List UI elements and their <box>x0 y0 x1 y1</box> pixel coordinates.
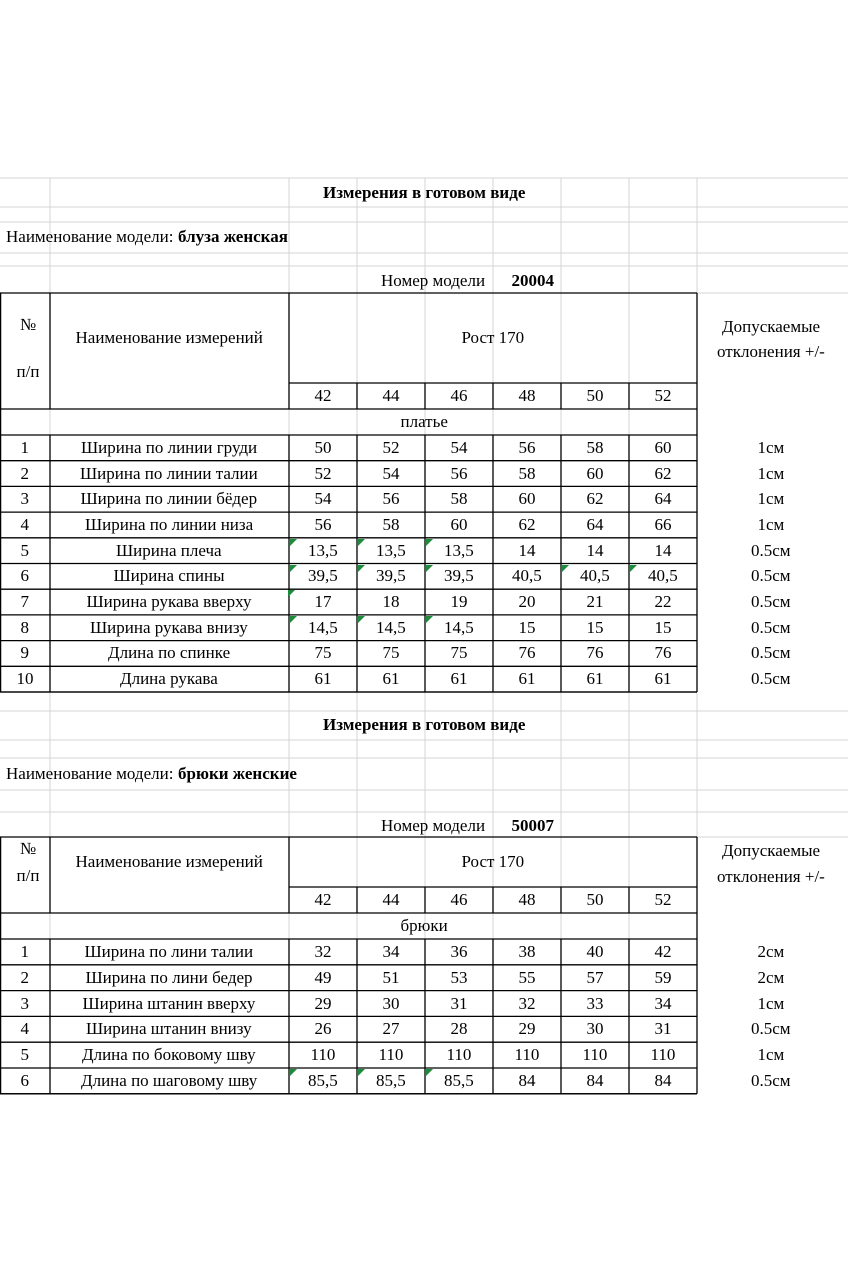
measurement-value: 110 <box>650 1045 676 1065</box>
tolerance-value: 0.5см <box>751 1019 791 1039</box>
size-header: 46 <box>450 386 468 405</box>
measurement-value: 27 <box>382 1019 400 1039</box>
size-header: 44 <box>382 386 400 405</box>
measurement-name: Ширина по линии низа <box>85 514 254 534</box>
measurement-value: 29 <box>518 1019 536 1039</box>
tolerance-value: 0.5см <box>751 643 791 663</box>
measurement-name: Ширина штанин вверху <box>82 993 256 1013</box>
measurement-value: 76 <box>518 643 536 663</box>
measurement-name: Ширина рукава внизу <box>90 617 248 637</box>
measurement-value: 56 <box>314 514 332 534</box>
measurement-value: 40 <box>586 941 604 961</box>
measurement-value: 39,5 <box>308 566 338 586</box>
measurement-value: 64 <box>654 489 672 509</box>
size-header: 48 <box>518 890 536 909</box>
tolerance-value: 1см <box>757 1045 785 1065</box>
measurement-name: Ширина по лини талии <box>84 941 254 961</box>
column-header-number: п/п <box>16 866 40 885</box>
measurement-value: 85,5 <box>376 1070 406 1090</box>
measurement-name: Длина рукава <box>120 669 218 689</box>
row-number: 1 <box>20 941 29 961</box>
measurement-value: 52 <box>382 437 400 457</box>
row-number: 3 <box>20 489 29 509</box>
measurement-value: 14,5 <box>444 617 474 637</box>
measurement-value: 110 <box>582 1045 608 1065</box>
measurement-value: 40,5 <box>580 566 610 586</box>
measurement-value: 60 <box>654 437 672 457</box>
tolerance-value: 1см <box>757 514 785 534</box>
measurement-value: 36 <box>450 941 468 961</box>
row-number: 5 <box>20 540 29 560</box>
measurement-name: Ширина штанин внизу <box>86 1019 252 1039</box>
measurement-value: 61 <box>314 669 332 689</box>
column-header-number: п/п <box>16 362 40 381</box>
size-header: 52 <box>654 386 672 405</box>
measurement-value: 29 <box>314 993 332 1013</box>
size-header: 44 <box>382 890 400 909</box>
row-number: 4 <box>20 1019 29 1039</box>
row-number: 6 <box>20 1070 29 1090</box>
measurement-value: 13,5 <box>444 540 474 560</box>
measurement-value: 76 <box>586 643 604 663</box>
measurement-value: 85,5 <box>444 1070 474 1090</box>
measurement-value: 51 <box>382 967 400 987</box>
tolerance-value: 0.5см <box>751 669 791 689</box>
tolerance-value: 0.5см <box>751 592 791 612</box>
column-header-number: № <box>20 839 37 858</box>
cell-comment-marker <box>288 590 295 597</box>
measurement-value: 49 <box>314 967 332 987</box>
measurement-value: 22 <box>654 592 672 612</box>
measurement-value: 61 <box>654 669 672 689</box>
measurement-value: 17 <box>314 592 332 612</box>
measurement-value: 32 <box>518 993 536 1013</box>
row-number: 9 <box>20 643 29 663</box>
row-number: 8 <box>20 617 29 637</box>
cell-comment-marker <box>358 565 365 572</box>
cell-comment-marker <box>562 565 569 572</box>
section-label: брюки <box>400 916 448 935</box>
measurement-name: Ширина по линии груди <box>81 437 258 457</box>
measurement-value: 21 <box>586 592 604 612</box>
model-name-label: Наименование модели: <box>6 227 174 246</box>
measurement-value: 62 <box>654 463 672 483</box>
model-name-label: Наименование модели: <box>6 764 174 783</box>
measurement-value: 75 <box>314 643 332 663</box>
measurement-value: 85,5 <box>308 1070 338 1090</box>
measurement-value: 56 <box>382 489 400 509</box>
row-number: 6 <box>20 566 29 586</box>
measurement-value: 30 <box>586 1019 604 1039</box>
measurement-name: Ширина рукава вверху <box>86 592 252 612</box>
cell-comment-marker <box>426 616 433 623</box>
measurement-value: 60 <box>450 514 468 534</box>
measurement-value: 84 <box>654 1070 672 1090</box>
size-header: 42 <box>314 890 332 909</box>
model-number-label: Номер модели <box>381 271 486 290</box>
measurement-value: 110 <box>446 1045 472 1065</box>
column-header-name: Наименование измерений <box>75 852 263 871</box>
measurement-value: 53 <box>450 967 468 987</box>
cell-comment-marker <box>358 1069 365 1076</box>
measurement-name: Ширина по лини бедер <box>85 967 253 987</box>
size-header: 42 <box>314 386 332 405</box>
row-number: 4 <box>20 514 29 534</box>
table-heading: Измерения в готовом виде <box>323 183 526 202</box>
measurement-value: 59 <box>654 967 672 987</box>
measurement-value: 52 <box>314 463 332 483</box>
measurement-value: 14,5 <box>376 617 406 637</box>
measurement-name: Длина по боковому шву <box>82 1045 256 1065</box>
cell-comment-marker <box>358 539 365 546</box>
measurement-value: 62 <box>518 514 536 534</box>
measurement-value: 15 <box>586 617 604 637</box>
measurement-value: 39,5 <box>376 566 406 586</box>
tolerance-value: 0.5см <box>751 1070 791 1090</box>
column-header-height: Рост 170 <box>461 328 525 347</box>
column-header-tolerance: отклонения +/- <box>717 342 825 361</box>
cell-comment-marker <box>630 565 637 572</box>
measurement-value: 14 <box>586 540 604 560</box>
measurement-value: 38 <box>518 941 536 961</box>
measurement-value: 54 <box>450 437 468 457</box>
tolerance-value: 2см <box>757 967 785 987</box>
measurement-value: 64 <box>586 514 604 534</box>
measurement-value: 110 <box>378 1045 404 1065</box>
measurement-value: 19 <box>450 592 468 612</box>
measurement-value: 61 <box>382 669 400 689</box>
section-label: платье <box>400 412 448 431</box>
size-header: 48 <box>518 386 536 405</box>
column-header-height: Рост 170 <box>461 852 525 871</box>
measurement-value: 26 <box>314 1019 332 1039</box>
model-name-value: блуза женская <box>178 227 288 246</box>
measurement-value: 62 <box>586 489 604 509</box>
table-heading: Измерения в готовом виде <box>323 715 526 734</box>
column-header-number: № <box>20 315 37 334</box>
measurement-value: 56 <box>518 437 536 457</box>
measurement-value: 28 <box>450 1019 468 1039</box>
tolerance-value: 0.5см <box>751 566 791 586</box>
measurement-value: 61 <box>450 669 468 689</box>
cell-comment-marker <box>426 1069 433 1076</box>
cell-comment-marker <box>290 1069 297 1076</box>
cell-comment-marker <box>290 539 297 546</box>
measurement-value: 13,5 <box>376 540 406 560</box>
cell-comment-marker <box>426 565 433 572</box>
measurement-value: 58 <box>518 463 536 483</box>
column-header-name: Наименование измерений <box>75 328 263 347</box>
measurement-value: 54 <box>382 463 400 483</box>
cell-comment-marker <box>358 616 365 623</box>
measurement-name: Ширина спины <box>113 566 225 586</box>
measurement-value: 58 <box>450 489 468 509</box>
measurement-value: 84 <box>586 1070 604 1090</box>
size-header: 50 <box>586 386 604 405</box>
row-number: 3 <box>20 993 29 1013</box>
tolerance-value: 0.5см <box>751 617 791 637</box>
row-number: 10 <box>16 669 34 689</box>
measurement-value: 50 <box>314 437 332 457</box>
tolerance-value: 1см <box>757 489 785 509</box>
measurement-value: 18 <box>382 592 400 612</box>
column-header-tolerance: Допускаемые <box>722 841 821 860</box>
model-number-label: Номер модели <box>381 816 486 835</box>
measurement-value: 55 <box>518 967 536 987</box>
measurement-value: 76 <box>654 643 672 663</box>
column-header-tolerance: отклонения +/- <box>717 867 825 886</box>
measurement-value: 40,5 <box>512 566 542 586</box>
measurement-name: Длина по шаговому шву <box>81 1070 258 1090</box>
size-header: 52 <box>654 890 672 909</box>
measurement-value: 75 <box>382 643 400 663</box>
model-name-value: брюки женские <box>178 764 297 783</box>
measurement-value: 42 <box>654 941 672 961</box>
measurement-value: 34 <box>382 941 400 961</box>
column-header-tolerance: Допускаемые <box>722 317 821 336</box>
measurement-value: 66 <box>654 514 672 534</box>
measurement-value: 32 <box>314 941 332 961</box>
measurement-value: 60 <box>518 489 536 509</box>
measurement-value: 33 <box>586 993 604 1013</box>
cell-comment-marker <box>290 565 297 572</box>
measurement-value: 15 <box>654 617 672 637</box>
size-header: 50 <box>586 890 604 909</box>
row-number: 7 <box>20 592 29 612</box>
measurement-value: 20 <box>518 592 536 612</box>
tolerance-value: 1см <box>757 463 785 483</box>
measurement-value: 110 <box>310 1045 336 1065</box>
measurement-value: 84 <box>518 1070 536 1090</box>
measurement-value: 75 <box>450 643 468 663</box>
measurement-value: 13,5 <box>308 540 338 560</box>
measurement-value: 14,5 <box>308 617 338 637</box>
cell-comment-marker <box>290 616 297 623</box>
tolerance-value: 1см <box>757 993 785 1013</box>
measurement-value: 30 <box>382 993 400 1013</box>
row-number: 1 <box>20 437 29 457</box>
measurement-value: 58 <box>382 514 400 534</box>
measurement-value: 39,5 <box>444 566 474 586</box>
measurement-value: 31 <box>654 1019 672 1039</box>
tolerance-value: 0.5см <box>751 540 791 560</box>
measurement-value: 31 <box>450 993 468 1013</box>
measurement-value: 61 <box>586 669 604 689</box>
measurement-value: 110 <box>514 1045 540 1065</box>
measurement-value: 14 <box>654 540 672 560</box>
row-number: 2 <box>20 463 29 483</box>
model-number-value: 20004 <box>511 271 554 290</box>
measurement-value: 54 <box>314 489 332 509</box>
measurement-value: 34 <box>654 993 672 1013</box>
tolerance-value: 1см <box>757 437 785 457</box>
measurement-name: Ширина по линии бёдер <box>80 489 258 509</box>
measurement-name: Ширина по линии талии <box>80 463 258 483</box>
measurement-name: Ширина плеча <box>116 540 222 560</box>
measurement-value: 40,5 <box>648 566 678 586</box>
measurement-name: Длина по спинке <box>108 643 231 663</box>
measurement-value: 56 <box>450 463 468 483</box>
row-number: 2 <box>20 967 29 987</box>
measurement-value: 14 <box>518 540 536 560</box>
cell-comment-marker <box>426 539 433 546</box>
measurement-value: 15 <box>518 617 536 637</box>
size-header: 46 <box>450 890 468 909</box>
measurement-value: 58 <box>586 437 604 457</box>
row-number: 5 <box>20 1045 29 1065</box>
model-number-value: 50007 <box>511 816 554 835</box>
measurement-value: 57 <box>586 967 604 987</box>
measurement-value: 60 <box>586 463 604 483</box>
tolerance-value: 2см <box>757 941 785 961</box>
measurement-value: 61 <box>518 669 536 689</box>
